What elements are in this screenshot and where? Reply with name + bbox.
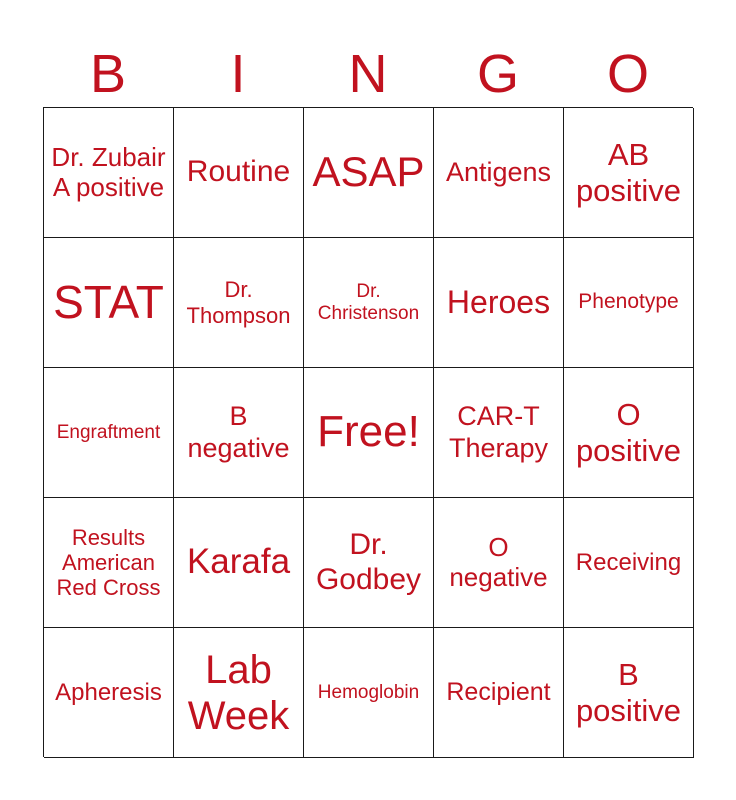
bingo-cell-label: Lab Week — [187, 647, 290, 738]
bingo-cell-label: Dr. Godbey — [315, 528, 422, 596]
bingo-cell[interactable] — [174, 498, 304, 628]
bingo-cell-label: Recipient — [446, 678, 551, 707]
bingo-cell-label: Dr. Thompson — [186, 277, 291, 328]
bingo-cell[interactable] — [304, 238, 434, 368]
bingo-header — [43, 40, 693, 108]
header-letter-o: O — [606, 44, 649, 104]
bingo-cell-label: Free! — [317, 407, 420, 457]
bingo-cell-label: Results American Red Cross — [56, 524, 161, 601]
bingo-cell-label: Receiving — [575, 548, 682, 576]
bingo-cell[interactable] — [304, 368, 434, 498]
bingo-cell[interactable] — [174, 238, 304, 368]
bingo-cell[interactable] — [434, 368, 564, 498]
bingo-cell-label: Dr. Zubair A positive — [51, 141, 166, 202]
bingo-cell-label: Phenotype — [578, 290, 679, 314]
bingo-cell[interactable] — [44, 628, 174, 758]
bingo-cell[interactable] — [564, 498, 694, 628]
bingo-cell[interactable] — [564, 368, 694, 498]
bingo-cell[interactable] — [304, 108, 434, 238]
bingo-cell-label: STAT — [53, 276, 164, 329]
header-letter-g: G — [476, 44, 519, 104]
bingo-cell-label: Engraftment — [56, 421, 161, 443]
bingo-cell[interactable] — [174, 368, 304, 498]
bingo-cell[interactable] — [564, 108, 694, 238]
bingo-cell[interactable] — [434, 108, 564, 238]
bingo-cell[interactable] — [44, 108, 174, 238]
bingo-cell-label: AB positive — [575, 136, 682, 208]
bingo-cell[interactable] — [174, 628, 304, 758]
bingo-cell-label: O negative — [449, 531, 548, 592]
bingo-cell-label: Apheresis — [55, 678, 162, 706]
bingo-board — [43, 107, 693, 757]
bingo-cell-label: O positive — [575, 396, 682, 468]
bingo-cell-label: ASAP — [312, 148, 425, 196]
bingo-cell-label: CAR-T Therapy — [448, 401, 549, 463]
bingo-cell[interactable] — [304, 628, 434, 758]
bingo-cell-label: Routine — [186, 155, 291, 189]
header-letter-n: N — [348, 44, 388, 104]
bingo-cell[interactable] — [434, 238, 564, 368]
bingo-cell[interactable] — [434, 628, 564, 758]
header-letter-i: I — [230, 44, 246, 104]
bingo-cell[interactable] — [564, 628, 694, 758]
bingo-cell-label: B positive — [575, 656, 682, 728]
bingo-cell-label: Hemoglobin — [317, 681, 420, 703]
bingo-cell[interactable] — [564, 238, 694, 368]
bingo-cell-label: Dr. Christenson — [317, 280, 420, 324]
bingo-cell[interactable] — [44, 498, 174, 628]
bingo-cell[interactable] — [174, 108, 304, 238]
header-letter-b: B — [89, 44, 127, 104]
bingo-cell-label: Antigens — [445, 156, 552, 187]
bingo-cell[interactable] — [304, 498, 434, 628]
bingo-cell-label: Karafa — [186, 542, 291, 582]
bingo-cell[interactable] — [434, 498, 564, 628]
bingo-cell[interactable] — [44, 368, 174, 498]
bingo-cell[interactable] — [44, 238, 174, 368]
bingo-cell-label: B negative — [187, 401, 290, 463]
bingo-cell-label: Heroes — [446, 284, 551, 321]
